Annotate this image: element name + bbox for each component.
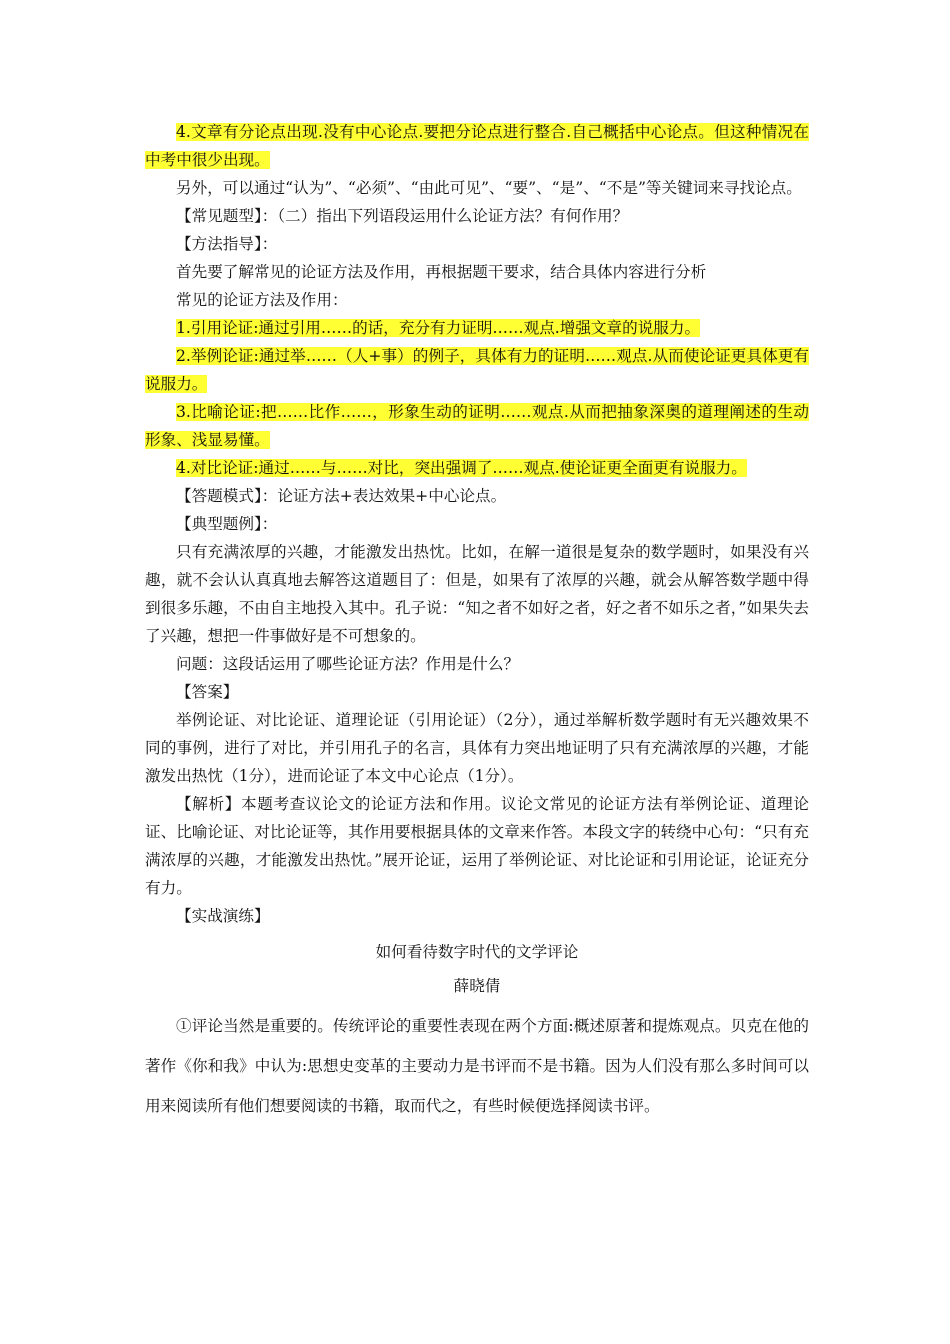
keywords-paragraph: 另外，可以通过“认为”、“必须”、“由此可见”、“要”、“是”、“不是”等关键词来寻找论点。	[176, 179, 802, 197]
answer-text: 举例论证、对比论证、道理论证（引用论证）（2分），通过举解析数学题时有无兴趣效果不同的事例，进行了对比，并引用孔子的名言，具体有力突出地证明了只有充满浓厚的兴趣，才能激发出热忱（1分），进而论证了本文中心论点（1分）。	[145, 711, 809, 785]
document-page	[145, 118, 809, 1126]
article-title: 如何看待数字时代的文学评论	[375, 943, 579, 961]
intro-line-2: 常见的论证方法及作用：	[176, 291, 348, 309]
point-4	[145, 118, 809, 174]
example-text: 只有充满浓厚的兴趣，才能激发出热忱。比如，在解一道很是复杂的数学题时，如果没有兴趣，就不会认认真真地去解答这道题目了：但是，如果有了浓厚的兴趣，就会从解答数学题中得到很多乐趣，不由自主地投入其中。孔子说：“知之者不如好之者，好之者不如乐之者，”如果失去了兴趣，想把一件事做好是不可想象的。	[145, 543, 809, 645]
question-text: 问题：这段话运用了哪些论证方法？作用是什么？	[176, 655, 520, 673]
method-item-4	[145, 454, 809, 482]
method-guide-heading: 【方法指导】：	[176, 235, 278, 253]
article-author: 薛晓倩	[453, 977, 501, 995]
method-item-3	[145, 398, 809, 454]
method-item-2	[145, 342, 809, 398]
highlight-method-4: 4.对比论证:通过……与……对比，突出强调了……观点.使论证更全面更有说服力。	[176, 459, 747, 477]
highlight-method-1: 1.引用论证:通过引用……的话，充分有力证明……观点.增强文章的说服力。	[176, 319, 701, 337]
article-paragraph-1: ①评论当然是重要的。传统评论的重要性表现在两个方面:概述原著和提炼观点。贝克在他的著作《你和我》中认为:思想史变革的主要动力是书评而不是书籍。因为人们没有那么多时间可以用来阅读所有他们想要阅读的书籍，取而代之，有些时候便选择阅读书评。	[145, 1017, 809, 1115]
question-type-heading: 【常见题型】：（二）指出下列语段运用什么论证方法？有何作用？	[176, 207, 629, 225]
answer-heading: 【答案】	[176, 683, 239, 701]
highlight-method-2: 2.举例论证:通过举……（人+事）的例子，具体有力的证明……观点.从而使论证更具体更有说服力。	[145, 347, 809, 393]
example-heading: 【典型题例】：	[176, 515, 278, 533]
answer-mode-heading: 【答题模式】：论证方法+表达效果+中心论点。	[176, 487, 507, 505]
method-item-1	[145, 314, 809, 342]
intro-line-1: 首先要了解常见的论证方法及作用，再根据题干要求，结合具体内容进行分析	[176, 263, 707, 281]
practice-heading: 【实战演练】	[176, 907, 270, 925]
highlight-method-3: 3.比喻论证:把……比作……，形象生动的证明……观点.从而把抽象深奥的道理阐述的生动形象、浅显易懂。	[145, 403, 809, 449]
highlight-point-4: 4.文章有分论点出现.没有中心论点.要把分论点进行整合.自己概括中心论点。但这种情况在中考中很少出现。	[145, 123, 809, 169]
analysis-text: 【解析】本题考查议论文的论证方法和作用。议论文常见的论证方法有举例论证、道理论证、比喻论证、对比论证等，其作用要根据具体的文章来作答。本段文字的转绕中心句：“只有充满浓厚的兴趣，才能激发出热忱。”展开论证，运用了举例论证、对比论证和引用论证，论证充分有力。	[145, 795, 809, 897]
